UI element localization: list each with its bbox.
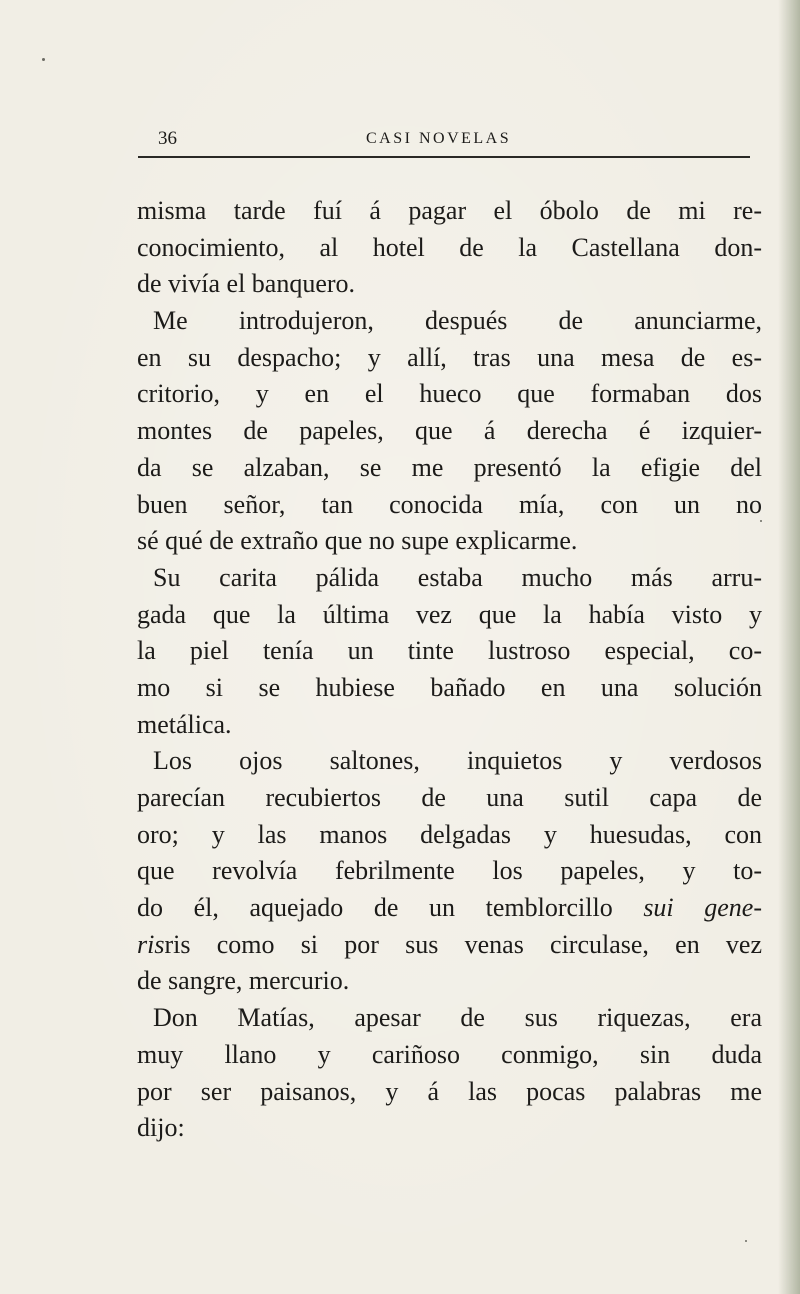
- text-line: misma tarde fuí á pagar el óbolo de mi re-: [137, 196, 762, 225]
- text-line: gada que la última vez que la había visto y: [137, 599, 762, 629]
- text-line: sé qué de extraño que no supe explicarme.: [137, 526, 578, 556]
- text-segment: ris como si por sus venas circulase, en vez: [164, 929, 762, 959]
- page-header: [138, 126, 750, 158]
- text-line: de sangre, mercurio.: [137, 966, 350, 996]
- italic-phrase: sui gene-: [643, 893, 762, 923]
- text-line: oro; y las manos delgadas y huesudas, con: [137, 819, 762, 849]
- text-segment: do él, aquejado de un temblorcillo: [137, 893, 644, 923]
- text-line: montes de papeles, que á derecha é izquier-: [137, 416, 762, 446]
- text-line: mo si se hubiese bañado en una solución: [137, 672, 762, 702]
- text-line: muy llano y cariñoso conmigo, sin duda: [137, 1039, 762, 1069]
- text-line: Me introdujeron, después de anunciarme,: [153, 306, 762, 336]
- text-line: la piel tenía un tinte lustroso especial, co-: [137, 636, 762, 666]
- text-line: por ser paisanos, y á las pocas palabras me: [137, 1076, 762, 1106]
- text-line: que revolvía febrilmente los papeles, y to-: [137, 856, 762, 886]
- text-line: buen señor, tan conocida mía, con un no: [137, 489, 762, 519]
- paper-speck: [760, 520, 762, 522]
- page-number: 36: [158, 128, 177, 149]
- text-line: en su despacho; y allí, tras una mesa de es-: [137, 342, 762, 372]
- text-line: Don Matías, apesar de sus riquezas, era: [153, 1003, 762, 1033]
- text-line: conocimiento, al hotel de la Castellana don-: [137, 232, 762, 262]
- header-rule: [138, 156, 750, 158]
- text-line: [137, 890, 762, 927]
- paper-speck: [42, 58, 45, 61]
- paper-speck: [745, 1240, 747, 1242]
- text-line: [137, 927, 762, 964]
- text-line: Los ojos saltones, inquietos y verdosos: [153, 746, 762, 776]
- page-edge-shadow: [778, 0, 800, 1294]
- text-line: de vivía el banquero.: [137, 269, 356, 299]
- text-line: parecían recubiertos de una sutil capa de: [137, 783, 762, 812]
- text-line: Su carita pálida estaba mucho más arru-: [153, 562, 762, 592]
- italic-phrase: ris: [137, 929, 165, 959]
- text-line: metálica.: [137, 709, 232, 739]
- text-line: critorio, y en el hueco que formaban dos: [137, 379, 762, 409]
- text-line: da se alzaban, se me presentó la efigie del: [137, 452, 762, 482]
- running-title: CASI NOVELAS: [366, 130, 512, 147]
- text-line: dijo:: [137, 1113, 185, 1143]
- body-text: [137, 193, 762, 1147]
